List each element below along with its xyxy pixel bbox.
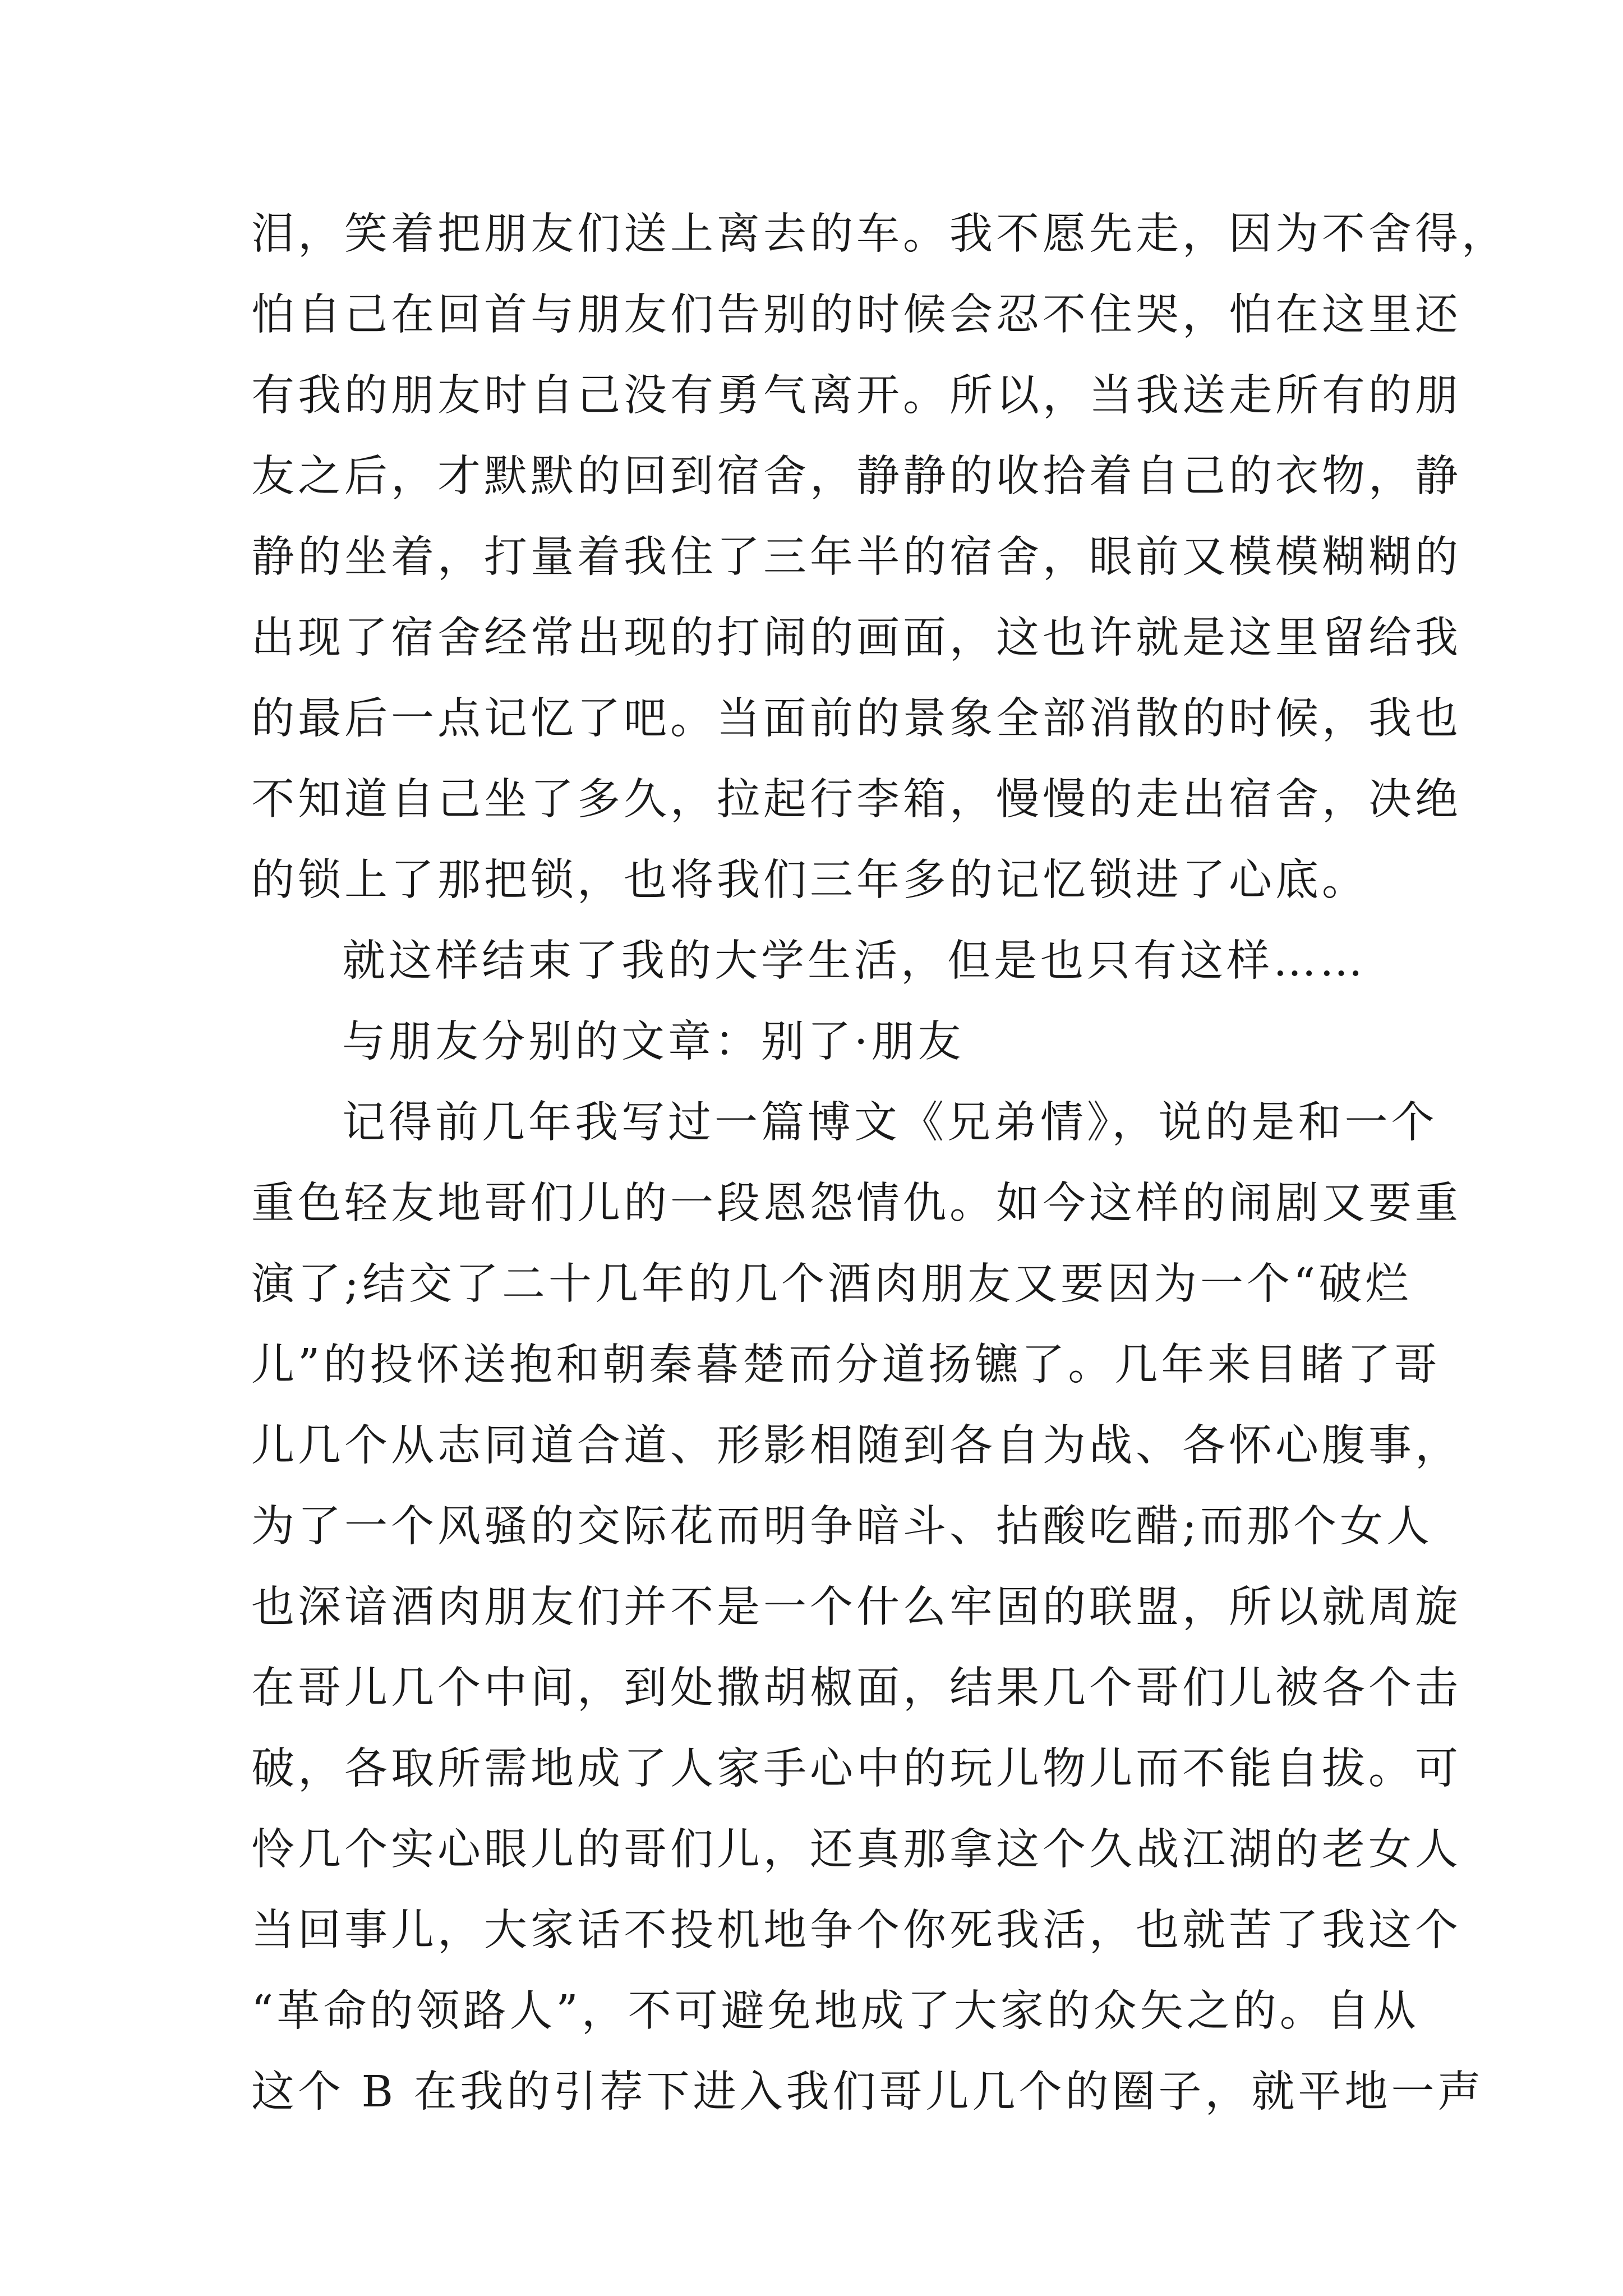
text-line: 儿几个从志同道合道、形影相随到各自为战、各怀心腹事， — [251, 1421, 1461, 1471]
text-line: 也深谙酒肉朋友们并不是一个什么牢固的联盟，所以就周旋 — [251, 1582, 1461, 1632]
text-line: 重色轻友地哥们儿的一段恩怨情仇。如今这样的闹剧又要重 — [251, 1179, 1461, 1228]
text-line: 这个 B 在我的引荐下进入我们哥儿几个的圈子，就平地一声 — [251, 2067, 1484, 2117]
document-body — [251, 194, 1508, 2133]
text-line: 怜几个实心眼儿的哥们儿，还真那拿这个久战江湖的老女人 — [251, 1825, 1461, 1875]
text-line: 当回事儿，大家话不投机地争个你死我活，也就苦了我这个 — [251, 1906, 1461, 1955]
text-line: 不知道自己坐了多久，拉起行李箱，慢慢的走出宿舍，决绝 — [251, 775, 1461, 825]
text-line: 出现了宿舍经常出现的打闹的画面，这也许就是这里留给我 — [251, 613, 1461, 663]
section-heading: 与朋友分别的文章：别了·朋友 — [342, 1017, 965, 1067]
text-line: 有我的朋友时自己没有勇气离开。所以，当我送走所有的朋 — [251, 371, 1461, 421]
text-line: 破，各取所需地成了人家手心中的玩儿物儿而不能自拔。可 — [251, 1744, 1461, 1794]
text-line: 儿”的投怀送抱和朝秦暮楚而分道扬镳了。几年来目睹了哥 — [251, 1340, 1441, 1390]
text-line: 怕自己在回首与朋友们告别的时候会忍不住哭，怕在这里还 — [251, 290, 1461, 340]
text-line: 的最后一点记忆了吧。当面前的景象全部消散的时候，我也 — [251, 694, 1461, 744]
text-line: 泪，笑着把朋友们送上离去的车。我不愿先走，因为不舍得， — [251, 209, 1508, 259]
text-line: “革命的领路人”，不可避免地成了大家的众矢之的。自从 — [251, 1986, 1419, 2036]
text-line: 演了;结交了二十几年的几个酒肉朋友又要因为一个“破烂 — [251, 1259, 1412, 1309]
text-line: 为了一个风骚的交际花而明争暗斗、拈酸吃醋;而那个女人 — [251, 1502, 1433, 1552]
text-line: 在哥儿几个中间，到处撒胡椒面，结果几个哥们儿被各个击 — [251, 1663, 1461, 1713]
text-line: 的锁上了那把锁，也将我们三年多的记忆锁进了心底。 — [251, 855, 1368, 905]
paragraph-line: 就这样结束了我的大学生活，但是也只有这样…… — [342, 936, 1366, 986]
text-line: 静的坐着，打量着我住了三年半的宿舍，眼前又模模糊糊的 — [251, 532, 1461, 582]
paragraph-line: 记得前几年我写过一篇博文《兄弟情》，说的是和一个 — [342, 1098, 1438, 1148]
text-line: 友之后，才默默的回到宿舍，静静的收拾着自己的衣物，静 — [251, 452, 1461, 501]
